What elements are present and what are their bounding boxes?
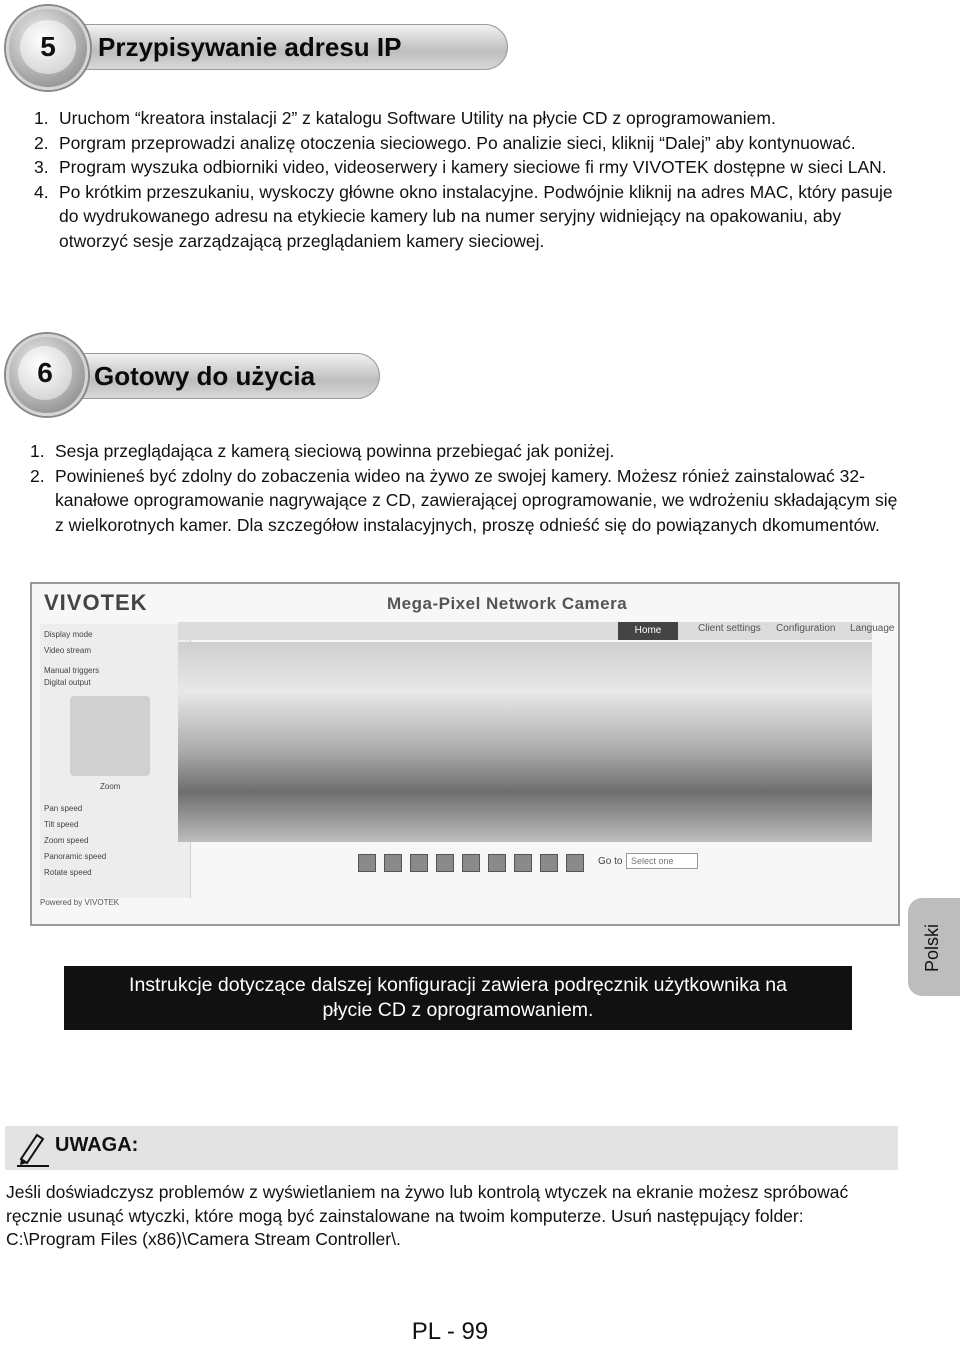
page-number: PL - 99 — [411, 1318, 489, 1345]
note-text: Jeśli doświadczysz problemów z wyświetlaniem na żywo lub kontrolą wtyczek na ekranie możesz spróbować ręcznie usunąć wtyczki, które mogą być zainstalowane na twoim komputerze. Usuń następujący folder: C:\Program Files (x86)\Camera Stream Controller\. — [6, 1182, 849, 1249]
settings-icon — [566, 854, 584, 872]
goto-label: Go to — [598, 856, 623, 867]
list-item: 1. Sesja przeglądająca z kamerą sieciową powinna przebiegać jak poniżej. — [30, 441, 615, 461]
list-item: 2. Powinieneś być zdolny do zobaczenia wideo na żywo ze swojej kamery. Możesz rónież zainstalować 32-kanałowe oprogramowanie nagrywające z CD, zawierającej oprogramowanie, we wdrożeniu składającym się z wielkorotnych kamer. Dla szczegółow instalacyjnych, proszę odnieść się do powiązanych dkomumentów. — [30, 465, 898, 535]
video-toolbar — [178, 850, 872, 874]
camera-ui-footer: Powered by VIVOTEK — [40, 898, 120, 907]
info-box-line-2: płycie CD z oprogramowaniem. — [322, 999, 594, 1021]
mic-icon — [488, 854, 506, 872]
panel-row: Manual triggers — [44, 666, 100, 675]
record-icon — [436, 854, 454, 872]
camera-ui-nav — [178, 622, 895, 640]
nav-home: Home — [618, 622, 678, 640]
panel-row: Zoom speed — [44, 836, 89, 845]
panel-row: Video stream — [44, 646, 91, 655]
panel-row: Rotate speed — [44, 868, 92, 877]
panel-row: Digital output — [44, 678, 91, 687]
section-6-steps — [30, 439, 900, 537]
note-title: UWAGA: — [55, 1134, 139, 1156]
fullscreen-icon — [514, 854, 532, 872]
section-6-number: 6 — [18, 346, 72, 400]
panel-row: Display mode — [44, 630, 93, 639]
info-box-line-1: Instrukcje dotyczące dalszej konfiguracji zawiera podręcznik użytkownika na — [129, 974, 787, 996]
list-item: 1. Uruchom “kreatora instalacji 2” z katalogu Software Utility na płycie CD z oprogramowaniem. — [34, 108, 776, 128]
pencil-icon — [13, 1129, 49, 1167]
nav-configuration: Configuration — [776, 623, 836, 634]
section-5-steps — [34, 106, 904, 254]
vivotek-logo: VIVOTEK — [44, 590, 148, 615]
list-item: 4. Po krótkim przeszukaniu, wyskoczy główne okno instalacyjne. Podwójnie kliknij na adres MAC, który pasuje do wydrukowanego adresu na etykiecie kamery lub na numer seryjny widniejący na opakowaniu, aby otworzyć sesje zarządzającą przeglądaniem kamery sieciowej. — [34, 181, 893, 251]
goto-select: Select one — [626, 853, 698, 869]
panel-row: Pan speed — [44, 804, 83, 813]
note-header — [5, 1126, 898, 1170]
section-5-number: 5 — [20, 20, 76, 74]
section-5-title: Przypisywanie adresu IP — [98, 32, 402, 62]
language-side-tab — [908, 898, 960, 996]
snapshot-icon — [358, 854, 376, 872]
panel-row: Panoramic speed — [44, 852, 107, 861]
camera-ui-control-panel — [40, 624, 191, 898]
list-item: 2. Porgram przeprowadzi analizę otoczenia sieciowego. Po analizie sieci, kliknij “Dalej” aby kontynuować. — [34, 132, 856, 153]
stop-icon — [410, 854, 428, 872]
list-item: 3. Program wyszuka odbiorniki video, videoserwery i kamery sieciowe fi rmy VIVOTEK dostępne w sieci LAN. — [34, 157, 887, 178]
panel-row: Tilt speed — [44, 820, 79, 829]
zoom-icon — [540, 854, 558, 872]
section-6-title: Gotowy do użycia — [94, 361, 316, 391]
ptz-pad — [70, 696, 150, 776]
nav-client-settings: Client settings — [698, 623, 761, 634]
pause-icon — [384, 854, 402, 872]
volume-icon — [462, 854, 480, 872]
nav-language: Language — [850, 623, 895, 634]
live-video-frame — [178, 642, 872, 842]
camera-ui-title: Mega-Pixel Network Camera — [387, 594, 628, 613]
panel-row: Zoom — [100, 782, 121, 791]
info-box — [64, 966, 852, 1030]
camera-ui-screenshot — [30, 582, 900, 926]
language-label: Polski — [922, 923, 942, 972]
